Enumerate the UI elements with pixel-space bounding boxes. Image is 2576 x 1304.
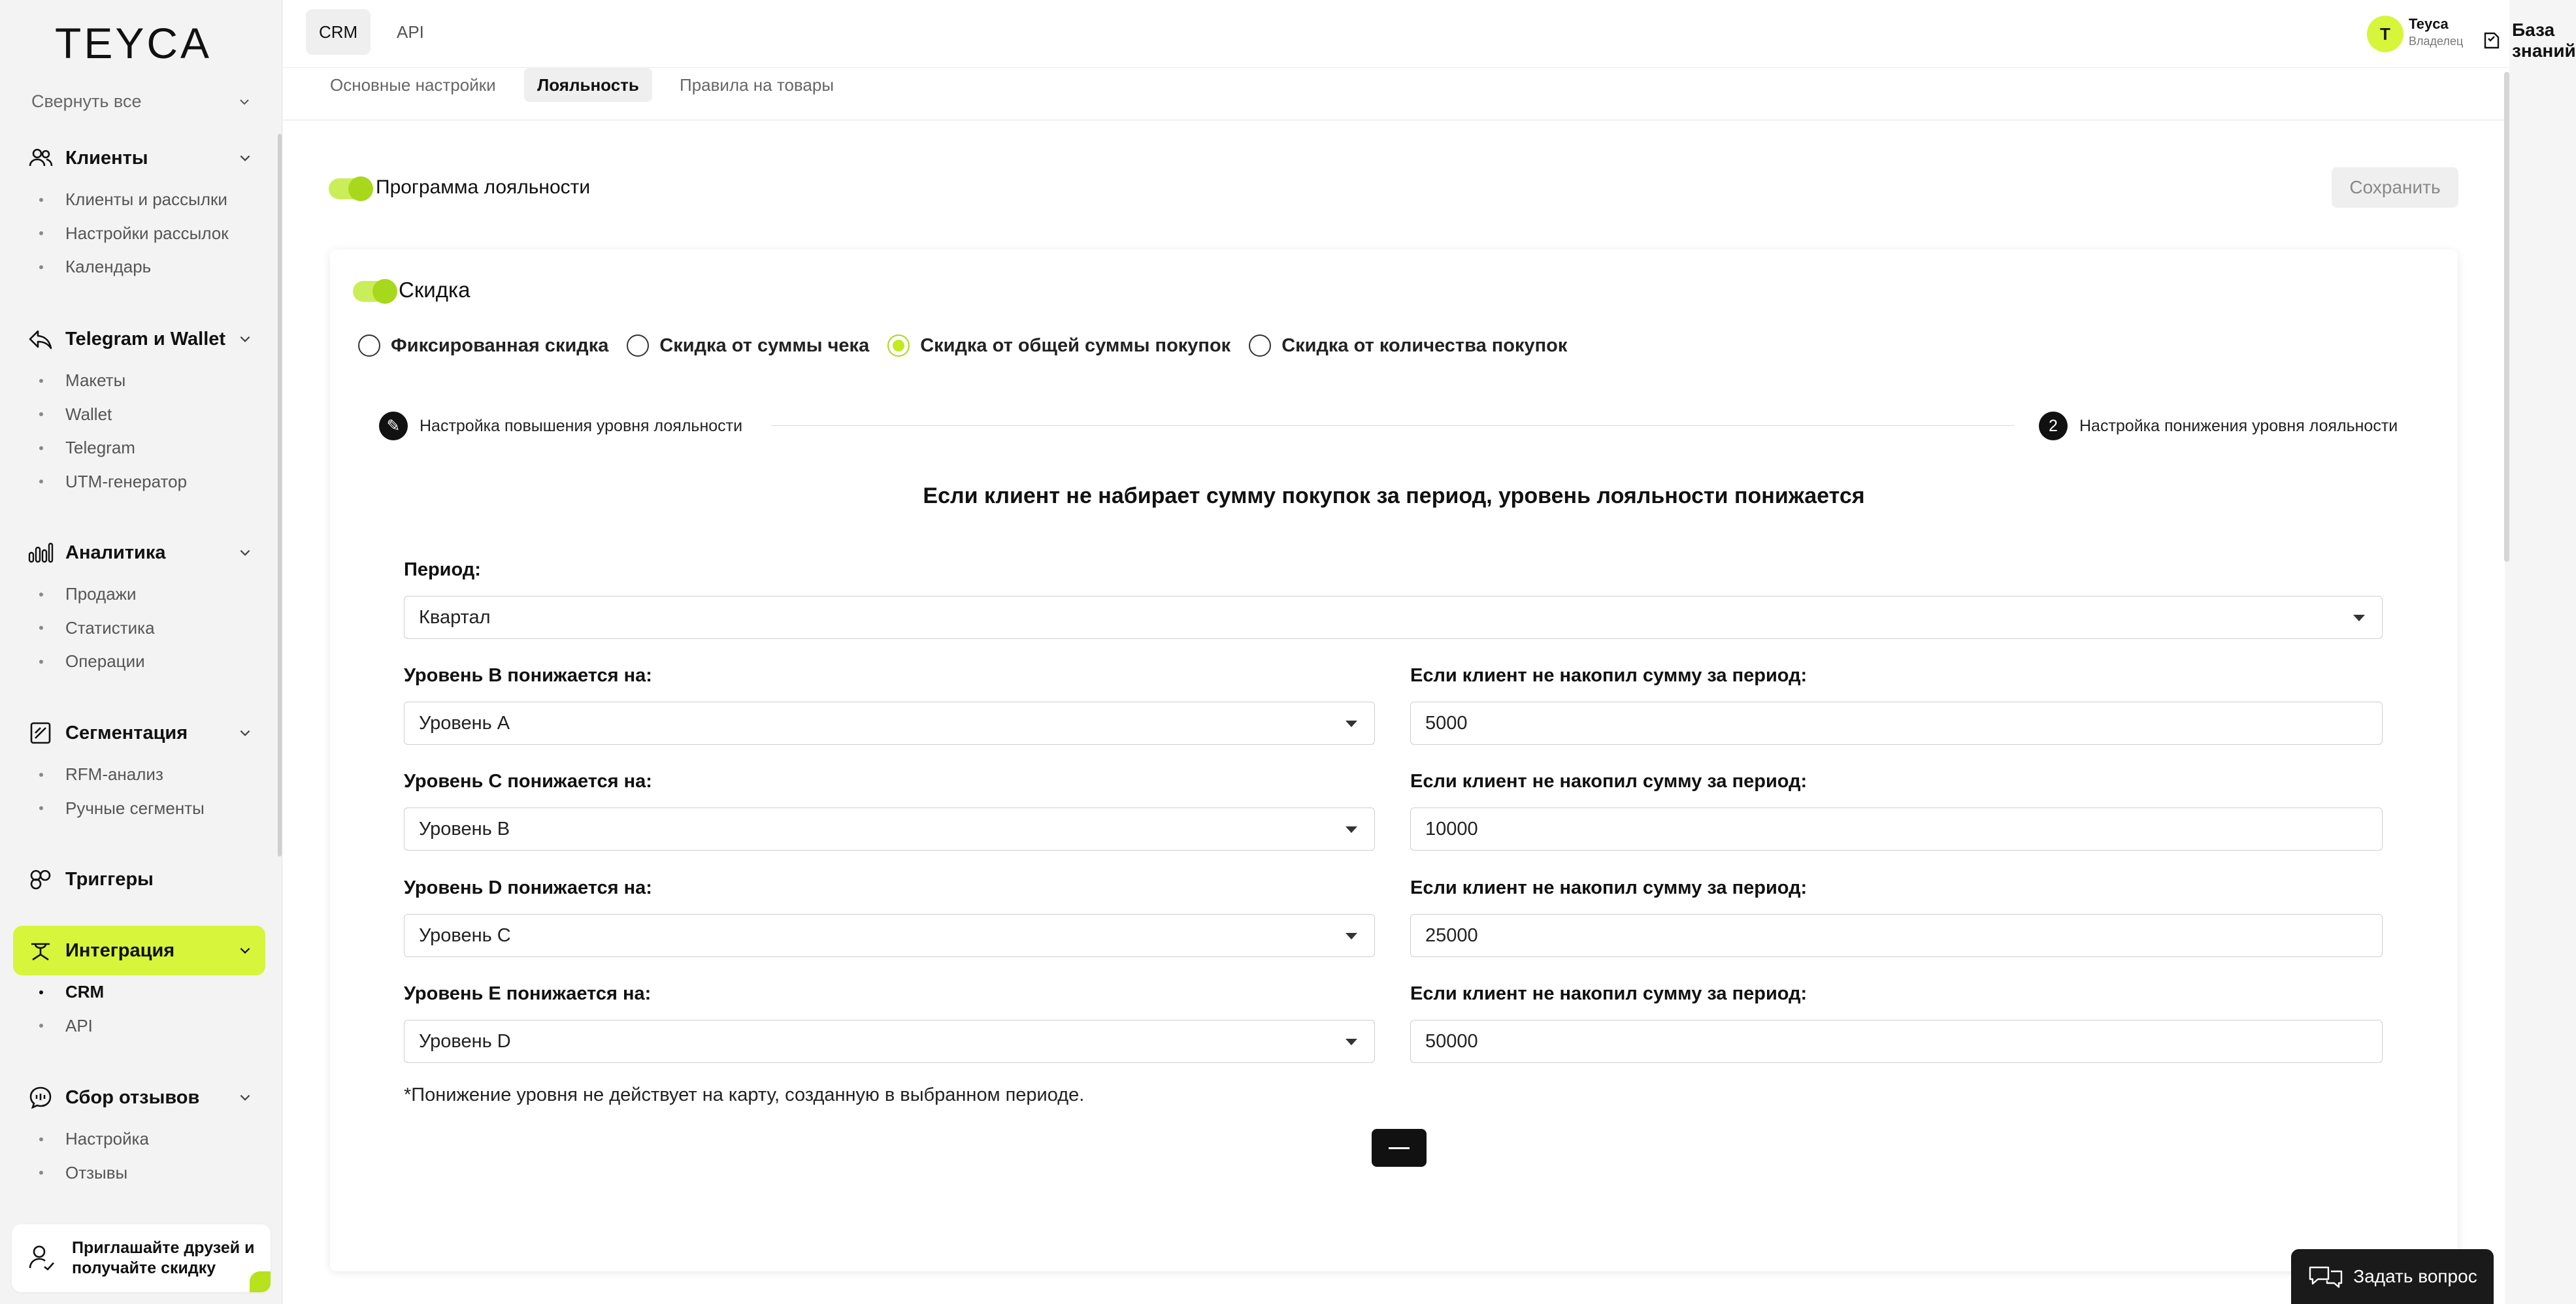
level-b-label: Уровень B понижается на:	[404, 665, 652, 686]
caret-down-icon	[1346, 826, 1357, 833]
sidebar-group-reviews	[13, 1073, 265, 1190]
level-e-sum-label: Если клиент не накопил сумму за период:	[1410, 983, 1808, 1004]
integration-icon	[26, 936, 55, 965]
avatar[interactable]: T	[2367, 16, 2403, 52]
collapse-all-label: Свернуть все	[31, 91, 142, 111]
sidebar-group-clients	[13, 133, 265, 284]
chevron-down-icon	[238, 332, 252, 346]
sidebar-item-reviews-list[interactable]: Отзывы	[39, 1156, 265, 1190]
users-icon	[26, 144, 55, 172]
sidebar-item-crm[interactable]: CRM	[39, 975, 265, 1009]
level-d-label: Уровень D понижается на:	[404, 877, 652, 898]
radio-check-sum-discount[interactable]: Скидка от суммы чека	[627, 334, 869, 357]
sidebar-group-telegram-wallet	[13, 314, 265, 498]
level-c-label: Уровень C понижается на:	[404, 771, 652, 792]
share-icon	[26, 325, 55, 353]
sidebar-group-analytics	[13, 528, 265, 679]
chevron-down-icon	[238, 726, 252, 740]
step-decrease-level[interactable]: 2 Настройка понижения уровня лояльности	[2039, 412, 2398, 440]
sidebar-item-statistics[interactable]: Статистика	[39, 611, 265, 645]
radio-fixed-discount[interactable]: Фиксированная скидка	[358, 334, 608, 357]
level-b-sum-label: Если клиент не накопил сумму за период:	[1410, 665, 1808, 686]
loyalty-program-toggle[interactable]	[329, 178, 372, 199]
sidebar-item-wallet[interactable]: Wallet	[39, 398, 265, 432]
sidebar-group-segmentation	[13, 708, 265, 825]
sidebar-item-mailing-settings[interactable]: Настройки рассылок	[39, 217, 265, 251]
settings-tabs	[283, 68, 2509, 120]
ask-question-button[interactable]	[2291, 1249, 2494, 1304]
sidebar-item-utm-generator[interactable]: UTM-генератор	[39, 465, 265, 499]
period-label: Период:	[404, 559, 481, 580]
invite-text: Приглашайте друзей и получайте скидку	[72, 1239, 255, 1277]
tab-product-rules[interactable]: Правила на товары	[680, 74, 834, 95]
discount-type-radios	[358, 334, 1585, 357]
level-e-select[interactable]: Уровень D	[404, 1020, 1375, 1063]
sidebar-item-integration[interactable]: Интеграция	[13, 926, 265, 975]
segment-icon	[26, 719, 55, 747]
chevron-down-icon	[238, 95, 251, 108]
level-d-sum-label: Если клиент не накопил сумму за период:	[1410, 877, 1808, 898]
chat-icon	[26, 1083, 55, 1112]
discount-title: Скидка	[399, 278, 471, 302]
level-b-sum-input[interactable]: 5000	[1410, 702, 2383, 745]
radio-total-purchases-discount[interactable]: Скидка от общей суммы покупок	[887, 334, 1230, 357]
level-d-sum-input[interactable]: 25000	[1410, 914, 2383, 957]
book-icon	[2482, 31, 2502, 50]
caret-down-icon	[1346, 721, 1357, 727]
user-role: Владелец	[2409, 35, 2464, 48]
user-name: Teyca	[2409, 16, 2449, 32]
sidebar-group-label: Клиенты	[65, 147, 148, 169]
discount-card	[330, 250, 2458, 1271]
sidebar	[0, 0, 282, 1304]
period-select[interactable]	[404, 596, 2383, 639]
invite-corner-decoration	[250, 1271, 271, 1292]
sidebar-item-telegram-wallet[interactable]: Telegram и Wallet	[13, 314, 265, 364]
caret-down-icon	[2353, 615, 2365, 621]
footnote: *Понижение уровня не действует на карту, созданную в выбранном периоде.	[404, 1084, 1085, 1105]
sidebar-item-operations[interactable]: Операции	[39, 645, 265, 679]
sidebar-item-calendar[interactable]: Календарь	[39, 250, 265, 284]
level-d-select[interactable]: Уровень C	[404, 914, 1375, 957]
step-increase-level[interactable]: ✎ Настройка повышения уровня лояльности	[379, 412, 742, 440]
discount-toggle[interactable]	[353, 281, 396, 302]
level-b-select[interactable]: Уровень A	[404, 702, 1375, 745]
logo: TEYCA	[55, 19, 212, 67]
level-c-sum-input[interactable]: 10000	[1410, 807, 2383, 851]
tab-api[interactable]: API	[397, 22, 424, 42]
sidebar-item-api[interactable]: API	[39, 1009, 265, 1043]
sidebar-item-review-settings[interactable]: Настройка	[39, 1122, 265, 1156]
sidebar-item-segmentation[interactable]: Сегментация	[13, 708, 265, 758]
user-info[interactable]	[2409, 16, 2463, 50]
minus-icon	[1389, 1147, 1410, 1149]
knowledge-base-link[interactable]	[2482, 20, 2576, 61]
section-heading: Если клиент не набирает сумму покупок за период, уровень лояльности понижается	[923, 483, 1865, 508]
sidebar-item-clients-mailings[interactable]: Клиенты и рассылки	[39, 183, 265, 217]
invite-user-icon	[25, 1242, 58, 1275]
sidebar-item-clients[interactable]	[13, 133, 265, 183]
chevron-down-icon	[238, 546, 252, 560]
invite-friends-banner[interactable]	[12, 1224, 271, 1292]
tab-crm[interactable]: CRM	[306, 9, 371, 55]
bar-chart-icon	[26, 538, 55, 567]
sidebar-item-manual-segments[interactable]: Ручные сегменты	[39, 792, 265, 826]
pencil-icon: ✎	[379, 412, 408, 440]
remove-level-button[interactable]	[1372, 1129, 1427, 1167]
loyalty-program-label: Программа лояльности	[376, 176, 591, 198]
sidebar-item-telegram[interactable]: Telegram	[39, 431, 265, 465]
sidebar-item-sales[interactable]: Продажи	[39, 578, 265, 611]
tab-basic-settings[interactable]: Основные настройки	[330, 74, 496, 95]
collapse-all-button[interactable]	[31, 91, 251, 112]
tab-loyalty[interactable]: Лояльность	[524, 68, 652, 102]
caret-down-icon	[1346, 933, 1357, 939]
chevron-down-icon	[238, 151, 252, 165]
sidebar-item-layouts[interactable]: Макеты	[39, 364, 265, 398]
sidebar-item-rfm[interactable]: RFM-анализ	[39, 758, 265, 792]
chat-bubble-icon	[2307, 1263, 2344, 1290]
sidebar-group-triggers	[13, 855, 265, 904]
chevron-down-icon	[238, 943, 252, 958]
step-number: 2	[2039, 412, 2068, 440]
save-button[interactable]: Сохранить	[2332, 167, 2458, 208]
sidebar-item-analytics[interactable]: Аналитика	[13, 528, 265, 578]
sidebar-item-triggers[interactable]: Триггеры	[13, 855, 265, 904]
level-e-sum-input[interactable]: 50000	[1410, 1020, 2383, 1063]
level-c-sum-label: Если клиент не накопил сумму за период:	[1410, 771, 1808, 792]
top-bar	[283, 0, 2576, 68]
page-scrollbar[interactable]	[2504, 72, 2509, 562]
chevron-down-icon	[238, 1090, 252, 1105]
level-c-select[interactable]: Уровень B	[404, 807, 1375, 851]
sidebar-group-integration	[13, 926, 265, 1043]
trigger-icon	[26, 865, 55, 894]
level-e-label: Уровень E понижается на:	[404, 983, 652, 1004]
period-value: Квартал	[419, 606, 491, 628]
radio-purchase-count-discount[interactable]: Скидка от количества покупок	[1249, 334, 1567, 357]
sidebar-scrollbar[interactable]	[278, 134, 282, 856]
ask-question-label: Задать вопрос	[2353, 1266, 2477, 1286]
sidebar-item-reviews[interactable]: Сбор отзывов	[13, 1073, 265, 1122]
stepper	[379, 412, 2406, 440]
caret-down-icon	[1346, 1039, 1357, 1045]
knowledge-base-label: База знаний	[2512, 20, 2576, 61]
stepper-line	[771, 425, 2014, 426]
